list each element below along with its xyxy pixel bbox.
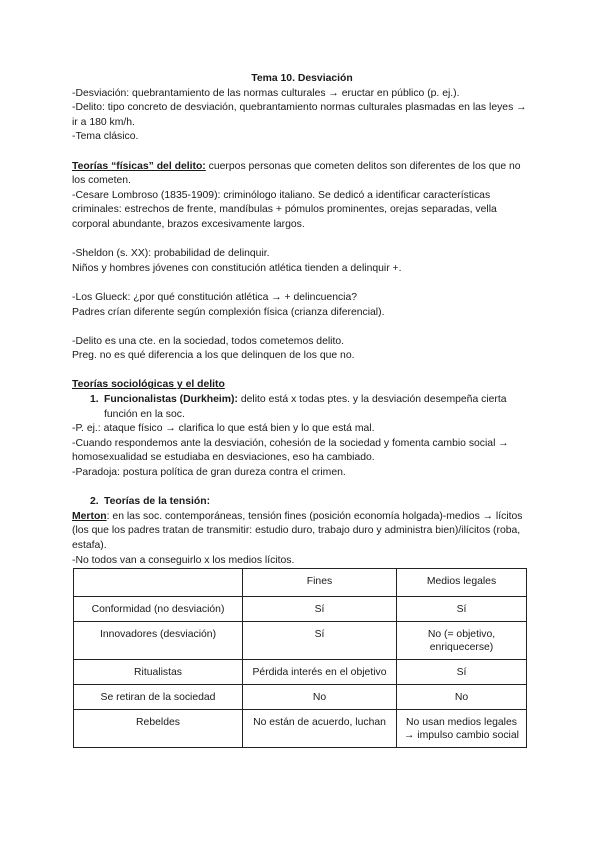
table-cell: Sí (397, 660, 527, 685)
sociologicas-heading: Teorías sociológicas y el delito (72, 379, 225, 391)
fisicas-heading: Teorías “físicas” del delito: (72, 160, 206, 172)
list-number: 1. (90, 394, 99, 406)
funcionalistas-label: Funcionalistas (Durkheim): (104, 394, 238, 406)
table-cell: No están de acuerdo, luchan (243, 710, 397, 748)
sociologicas-line: -P. ej.: ataque físico → clarifica lo que está bien y lo que está mal. (72, 423, 375, 435)
fisicas-heading-rest: cuerpos personas que cometen delitos son diferentes de los que no los cometen. (72, 160, 521, 187)
merton-paragraph (72, 510, 532, 554)
table-cell: Ritualistas (74, 660, 243, 685)
table-cell: No (243, 685, 397, 710)
table-row (74, 685, 527, 710)
table-cell: Sí (243, 597, 397, 622)
table-cell: Sí (243, 622, 397, 660)
sociologicas-line: -Paradoja: postura política de gran dureza contra el crimen. (72, 467, 346, 479)
merton-text: : en las soc. contemporáneas, tensión fines (posición economía holgada)-medios → lícitos (los que los padres tratan de transmitir: estudio duro, trabajo duro y administra bien)/ilícitos (roba, estafa). (72, 510, 523, 551)
table-cell: Innovadores (desviación) (74, 622, 243, 660)
table-row (74, 660, 527, 685)
list-item-tension (72, 495, 532, 510)
intro-line: -Desviación: quebrantamiento de las normas culturales → eructar en público (p. ej.). (72, 87, 460, 99)
glueck-line: Padres crían diferente según complexión física (crianza diferencial). (72, 306, 385, 318)
table-header-row (74, 569, 527, 597)
table-cell: Rebeldes (74, 710, 243, 748)
list-number: 2. (90, 496, 99, 508)
table-cell: No usan medios legales → impulso cambio social (397, 710, 527, 748)
table-row (74, 597, 527, 622)
lombroso-paragraph: -Cesare Lombroso (1835-1909): criminólogo italiano. Se dedicó a identificar características criminales: estrechos de frente, mandíbulas + pómulos prominentes, orejas separadas, vella corporal abundante, brazos excesivamente largos. (72, 189, 497, 230)
intro-line: -Delito: tipo concreto de desviación, quebrantamiento normas culturales plasmadas en las leyes → ir a 180 km/h. (72, 102, 527, 128)
funcionalistas-text: delito está x todas ptes. y la desviación desempeña cierta función en la soc. (104, 394, 507, 420)
intro-line: -Tema clásico. (72, 131, 139, 143)
list-item-funcionalistas (72, 393, 532, 422)
page-title: Tema 10. Desviación (251, 73, 353, 84)
glueck-line: -Los Glueck: ¿por qué constitución atlética → + delincuencia? (72, 291, 358, 303)
table-cell: Pérdida interés en el objetivo (243, 660, 397, 685)
table-row (74, 622, 527, 660)
tension-label: Teorías de la tensión: (104, 496, 211, 508)
table-row (74, 710, 527, 748)
table-cell: Sí (397, 597, 527, 622)
table-header-cell (74, 569, 243, 597)
delito-line: -Delito es una cte. en la sociedad, todos cometemos delito. (72, 335, 345, 347)
delito-line: Preg. no es qué diferencia a los que delinquen de los que no. (72, 350, 355, 362)
sociologicas-line: -Cuando respondemos ante la desviación, cohesión de la sociedad y fomenta cambio social → homosexualidad se estudiaba en desviaciones, eso ha cambiado. (72, 437, 509, 464)
merton-table (73, 568, 527, 748)
table-header-cell: Fines (243, 569, 397, 597)
merton-label: Merton (72, 510, 107, 522)
merton-last-line: -No todos van a conseguirlo x los medios lícitos. (72, 554, 295, 566)
table-header-cell: Medios legales (397, 569, 527, 597)
table-cell: No (= objetivo, enriquecerse) (397, 622, 527, 660)
table-cell: Conformidad (no desviación) (74, 597, 243, 622)
fisicas-paragraph (72, 160, 532, 189)
list-text (104, 393, 532, 422)
sheldon-line: Niños y hombres jóvenes con constitución atlética tienden a delinquir +. (72, 262, 402, 274)
table-cell: No (397, 685, 527, 710)
document-body (72, 72, 532, 748)
table-cell: Se retiran de la sociedad (74, 685, 243, 710)
sheldon-line: -Sheldon (s. XX): probabilidad de delinquir. (72, 248, 270, 260)
